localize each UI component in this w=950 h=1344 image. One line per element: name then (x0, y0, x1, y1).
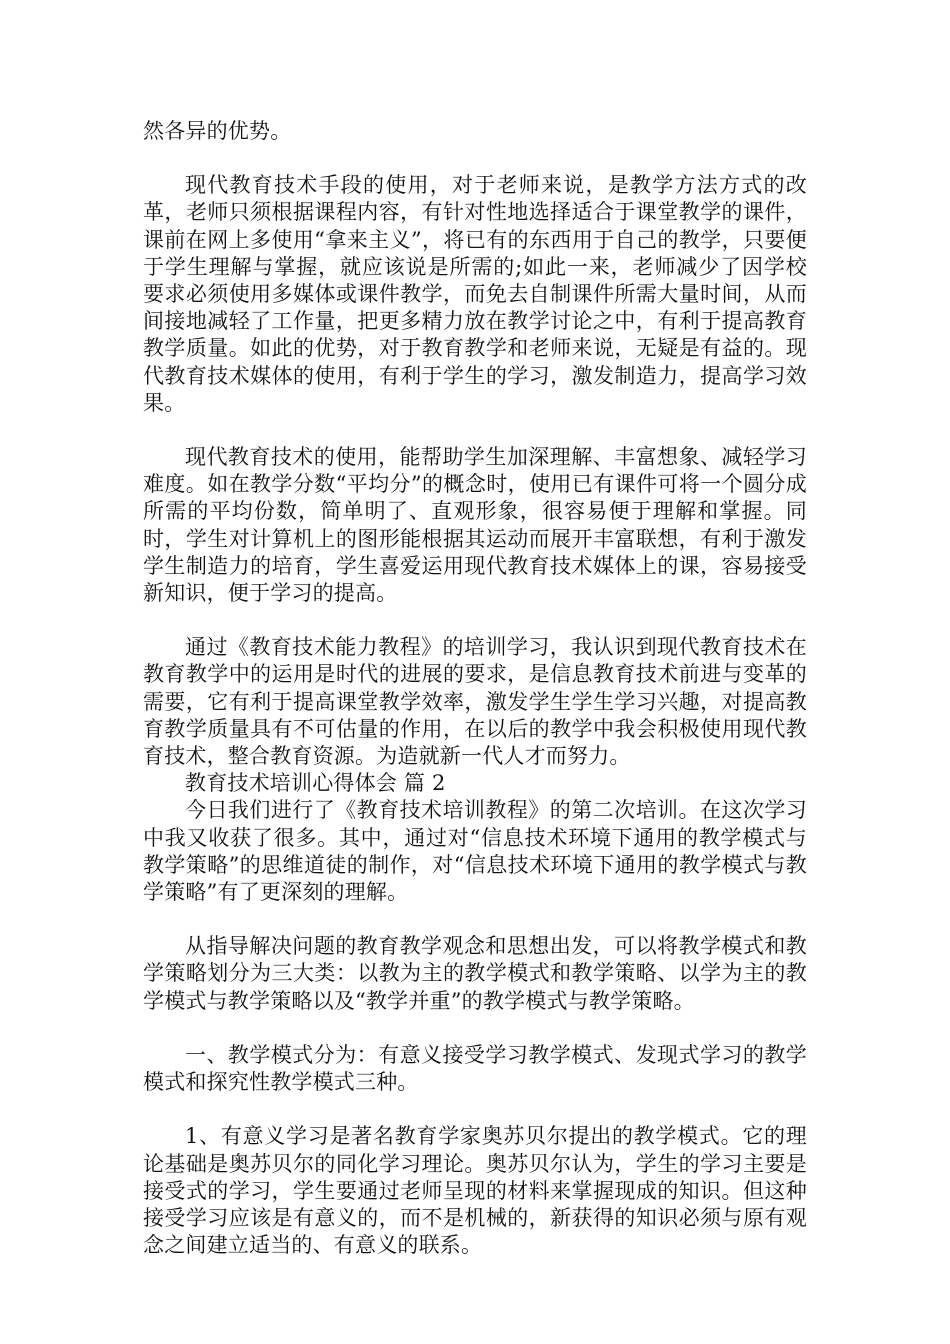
paragraph-second-training: 今日我们进行了《教育技术培训教程》的第二次培训。在这次学习中我又收获了很多。其中，通过对“信息技术环境下通用的教学模式与教学策略”的思维道徒的制作，对“信息技术环境下通用的教学模式与教学策略”有了更深刻的理解。 (143, 798, 807, 905)
paragraph-meaningful-learning: 1、有意义学习是著名教育学家奥苏贝尔提出的教学模式。它的理论基础是奥苏贝尔的同化学习理论。奥苏贝尔认为，学生的学习主要是接受式的学习，学生要通过老师呈现的材料来掌握现成的知识。但这种接受学习应该是有意义的，而不是机械的，新获得的知识必须与原有观念之间建立适当的、有意义的联系。 (143, 1124, 807, 1258)
paragraph-teaching-modes: 一、教学模式分为：有意义接受学习教学模式、发现式学习的教学模式和探究性教学模式三种。 (143, 1042, 807, 1095)
document-body (143, 118, 807, 1259)
paragraph-continuation: 然各异的优势。 (143, 119, 292, 143)
paragraph-teacher-advantages: 现代教育技术手段的使用，对于老师来说，是教学方法方式的改革，老师只须根据课程内容，有针对性地选择适合于课堂教学的课件，课前在网上多使用“拿来主义”，将已有的东西用于自己的教学，只要便于学生理解与掌握，就应该说是所需的;如此一来，老师减少了因学校要求必须使用多媒体或课件教学，而免去自制课件所需大量时间，从而间接地减轻了工作量，把更多精力放在教学讨论之中，有利于提高教育教学质量。如此的优势，对于教育教学和老师来说，无疑是有益的。现代教育技术媒体的使用，有利于学生的学习，激发制造力，提高学习效果。 (143, 173, 807, 415)
paragraph-student-understanding: 现代教育技术的使用，能帮助学生加深理解、丰富想象、减轻学习难度。如在教学分数“平均分”的概念时，使用已有课件可将一个圆分成所需的平均份数，简单明了、直观形象，很容易便于理解和掌握。同时，学生对计算机上的图形能根据其运动而展开丰富联想，有利于激发学生制造力的培育，学生喜爱运用现代教育技术媒体上的课，容易接受新知识，便于学习的提高。 (143, 445, 807, 606)
paragraph-training-summary: 通过《教育技术能力教程》的培训学习，我认识到现代教育技术在教育教学中的运用是时代的进展的要求，是信息教育技术前进与变革的需要，它有利于提高课堂教学效率，激发学生学生学习兴趣，对提高教育教学质量具有不可估量的作用，在以后的教学中我会积极使用现代教育技术，整合教育资源。为造就新一代人才而努力。 (143, 635, 807, 769)
section-heading-part-2: 教育技术培训心得体会 篇 2 (185, 771, 446, 796)
paragraph-three-categories: 从指导解决问题的教育教学观念和思想出发，可以将教学模式和教学策略划分为三大类：以教为主的教学模式和教学策略、以学为主的教学模式与教学策略以及“教学并重”的教学模式与教学策略。 (143, 934, 807, 1013)
